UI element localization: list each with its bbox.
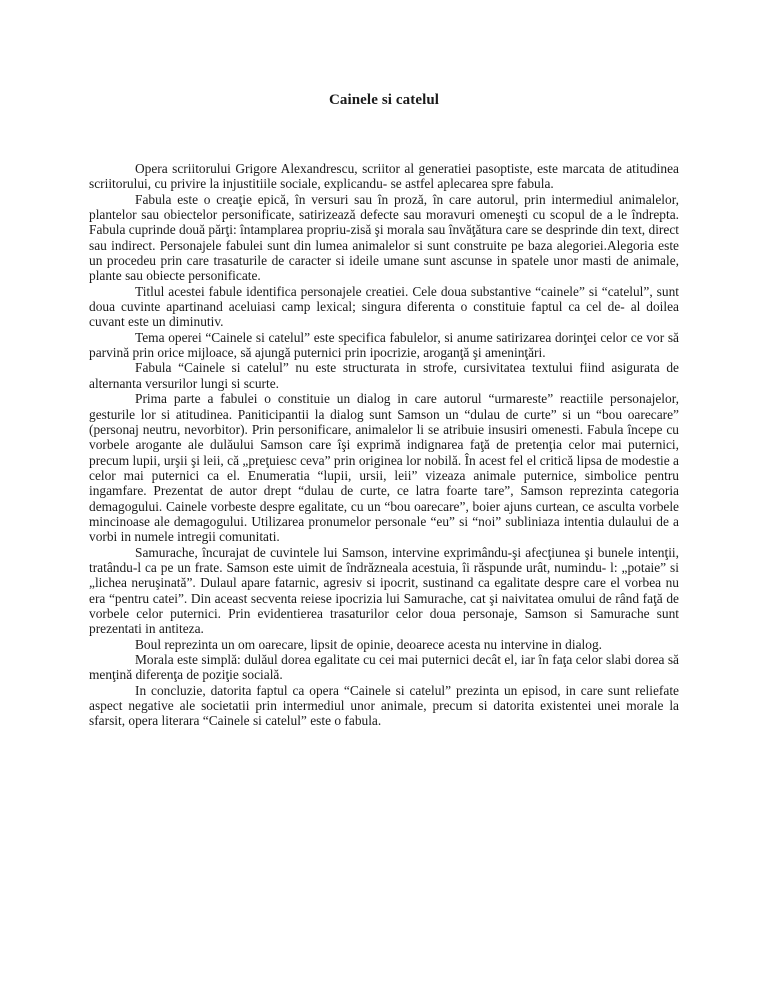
paragraph: Samurache, încurajat de cuvintele lui Samson, intervine exprimându-şi afecţiunea şi bunele intenţii, tratându-l ca pe un frate. Samson este uimit de îndrăzneala acestuia, îi răspunde urât, numindu- l: „potaie” si „lichea neruşinată”. Dulaul apare fatarnic, agresiv si ipocrit, sustinand ca egalitate despre care el vorbea nu era “pentru catei”. Din aceast secventa reiese ipocrizia lui Samurache, cat şi naivitatea omului de rând faţă de vorbele celor puternici. Prin evidentierea trasaturilor celor doua personaje, Samson si Samurache sunt prezentati in antiteza. [89, 544, 679, 637]
paragraph: Tema operei “Cainele si catelul” este specifica fabulelor, si anume satirizarea dorinţei celor ce vor să parvină prin orice mijloace, să ajungă puternici prin ipocrizie, aroganţă şi ameninţări. [89, 329, 679, 361]
paragraph: Morala este simplă: dulăul dorea egalitate cu cei mai puternici decât el, iar în faţa celor slabi dorea să menţină diferenţa de poziţie socială. [89, 652, 679, 683]
paragraph: Prima parte a fabulei o constituie un dialog in care autorul “urmareste” reactiile personajelor, gesturile lor si atitudinea. Paniticipantii la dialog sunt Samson un “dulau de curte” si un “bou oarecare” (personaj neutru, nevorbitor). Prin personificare, animalelor li se atribuie insusiri omenesti. Fabula începe cu vorbele arogante ale dulăului Samson care îşi exprimă indignarea faţă de pretenţia celor mai puternici, precum lupii, urşii şi leii, că „preţuiesc ceva” prin originea lor nobilă. În acest fel el critică lipsa de modestie a celor mai puternici ca el. Enumeratia “lupii, ursii, leii” vizeaza animale puternice, simbolice pentru ingamfare. Prezentat de autor drept “dulau de curte, ce latra foarte tare”, Samson reprezinta categoria demagogului. Cainele vorbeste despre egalitate, cu un “bou oarecare”, boier ajuns curtean, ce asculta vorbele mincinoase ale demagogului. Utilizarea pronumelor personale “eu” si “noi” subliniaza intentia dulaului de a vorbi in numele intregii comunitati. [89, 391, 679, 545]
paragraph: Boul reprezinta un om oarecare, lipsit de opinie, deoarece acesta nu intervine in dialog. [135, 636, 602, 652]
paragraph: In concluzie, datorita faptul ca opera “Cainele si catelul” prezinta un episod, in care sunt reliefate aspect negative ale societatii prin intermediul unor animale, precum si datorita existentei unei morale la sfarsit, opera literara “Cainele si catelul” este o fabula. [89, 682, 679, 729]
paragraph: Fabula “Cainele si catelul” nu este structurata in strofe, cursivitatea textului fiind asigurata de alternanta versurilor lungi si scurte. [89, 360, 679, 391]
paragraph: Opera scriitorului Grigore Alexandrescu, scriitor al generatiei pasoptiste, este marcata de atitudinea scriitorului, cu privire la injustitiile sociale, explicandu- se astfel aplecarea spre fabula. [89, 161, 679, 192]
paragraph: Fabula este o creaţie epică, în versuri sau în proză, în care autorul, prin intermediul animalelor, plantelor sau obiectelor personificate, satirizează defecte sau moravuri omeneşti cu scopul de a le îndrepta. Fabula cuprinde două părţi: întamplarea propriu-zisă şi morala sau învăţătura care se desprinde din text, direct sau indirect. Personajele fabulei sunt din lumea animalelor si sunt construite pe baza alegoriei.Alegoria este un procedeu prin care trasaturile de caracter si ideile umane sunt ascunse in spatele unor masti de animale, plante sau obiecte personificate. [89, 191, 679, 284]
document-title: Cainele si catelul [328, 92, 440, 108]
paragraph: Titlul acestei fabule identifica personajele creatiei. Cele doua substantive “cainele” si “catelul”, sunt doua cuvinte apartinand aceluiasi camp lexical; singura diferenta o constituie faptul ca cel de- al doilea cuvant este un diminutiv. [89, 283, 679, 330]
document-body [89, 161, 679, 729]
